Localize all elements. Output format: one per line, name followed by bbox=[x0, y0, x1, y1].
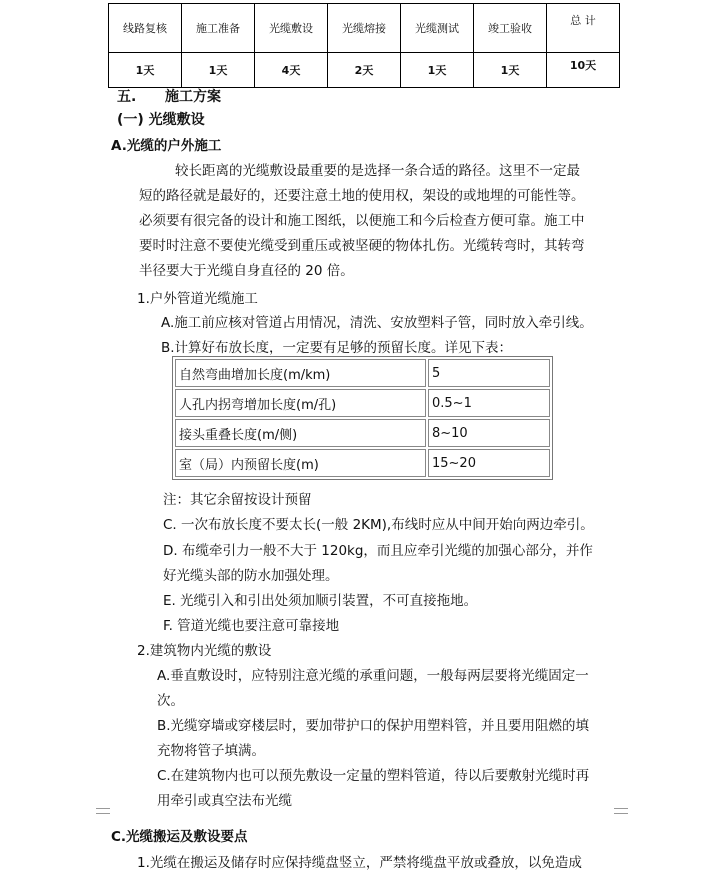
intro-line: 要时时注意不要使光缆受到重压或被坚硬的物体扎伤。光缆转弯时，其转弯 bbox=[139, 238, 585, 254]
reserve-length-table bbox=[172, 356, 553, 480]
subsection-2-item: 用牵引或真空法布光缆 bbox=[157, 793, 292, 809]
page-break-marker-left bbox=[96, 808, 110, 814]
section-a-heading: A.光缆的户外施工 bbox=[111, 138, 222, 154]
section-c-item: 1.光缆在搬运及储存时应保持缆盘竖立，严禁将缆盘平放或叠放，以免造成 bbox=[137, 855, 582, 871]
schedule-header: 竣工验收 bbox=[474, 4, 547, 53]
schedule-header: 光缆熔接 bbox=[328, 4, 401, 53]
intro-line: 短的路径就是最好的，还要注意土地的使用权，架设的或地埋的可能性等。 bbox=[139, 188, 585, 204]
subsection-1-item: 好光缆头部的防水加强处理。 bbox=[163, 568, 339, 584]
table-cell-item: 室（局）内预留长度(m) bbox=[175, 449, 426, 477]
table-cell-item: 自然弯曲增加长度(m/km) bbox=[175, 359, 426, 387]
schedule-header: 施工准备 bbox=[182, 4, 255, 53]
section-5-1-title: (一) 光缆敷设 bbox=[117, 112, 205, 128]
subsection-2-item: 充物将管子填满。 bbox=[157, 743, 265, 759]
table-cell-value: 5 bbox=[428, 359, 550, 387]
table-row bbox=[175, 359, 550, 387]
intro-line: 半径要大于光缆自身直径的 20 倍。 bbox=[139, 263, 354, 279]
subsection-2-item: C.在建筑物内也可以预先敷设一定量的塑料管道，待以后要敷射光缆时再 bbox=[157, 768, 590, 784]
schedule-header: 线路复核 bbox=[109, 4, 182, 53]
table-row bbox=[175, 449, 550, 477]
schedule-value: 1天 bbox=[401, 53, 474, 88]
schedule-value: 1天 bbox=[109, 53, 182, 88]
subsection-1-item: B.计算好布放长度，一定要有足够的预留长度。详见下表： bbox=[161, 340, 513, 356]
section-5-number: 五. bbox=[117, 89, 137, 105]
page-break-marker-right bbox=[614, 808, 628, 814]
schedule-value: 4天 bbox=[255, 53, 328, 88]
subsection-2-item: 次。 bbox=[157, 693, 184, 709]
subsection-1-item: A.施工前应核对管道占用情况，清洗、安放塑料子管，同时放入牵引线。 bbox=[161, 315, 593, 331]
schedule-value-total: 10天 bbox=[547, 53, 620, 88]
table-row bbox=[175, 419, 550, 447]
subsection-2-item: A.垂直敷设时，应特别注意光缆的承重问题，一般每两层要将光缆固定一 bbox=[157, 668, 589, 684]
section-5-title: 施工方案 bbox=[165, 89, 221, 105]
subsection-1-item: C. 一次布放长度不要太长(一般 2KM),布线时应从中间开始向两边牵引。 bbox=[163, 517, 594, 533]
subsection-2-heading: 2.建筑物内光缆的敷设 bbox=[137, 643, 272, 659]
table-cell-value: 0.5~1 bbox=[428, 389, 550, 417]
subsection-1-item: F. 管道光缆也要注意可靠接地 bbox=[163, 618, 340, 634]
schedule-value: 1天 bbox=[182, 53, 255, 88]
table-row bbox=[175, 389, 550, 417]
table-cell-value: 8~10 bbox=[428, 419, 550, 447]
schedule-value: 2天 bbox=[328, 53, 401, 88]
section-c-heading: C.光缆搬运及敷设要点 bbox=[111, 829, 248, 845]
schedule-header-total: 总 计 bbox=[547, 4, 620, 53]
schedule-header: 光缆敷设 bbox=[255, 4, 328, 53]
table-cell-value: 15~20 bbox=[428, 449, 550, 477]
intro-line: 必须要有很完备的设计和施工图纸，以便施工和今后检查方便可靠。施工中 bbox=[139, 213, 585, 229]
schedule-header: 光缆测试 bbox=[401, 4, 474, 53]
schedule-value: 1天 bbox=[474, 53, 547, 88]
subsection-1-item: D. 布缆牵引力一般不大于 120kg，而且应牵引光缆的加强心部分，并作 bbox=[163, 543, 593, 559]
table-note: 注：其它余留按设计预留 bbox=[163, 492, 312, 508]
subsection-1-item: E. 光缆引入和引出处须加顺引装置，不可直接拖地。 bbox=[163, 593, 478, 609]
intro-line: 较长距离的光缆敷设最重要的是选择一条合适的路径。这里不一定最 bbox=[175, 163, 580, 179]
table-cell-item: 人孔内拐弯增加长度(m/孔) bbox=[175, 389, 426, 417]
table-cell-item: 接头重叠长度(m/侧) bbox=[175, 419, 426, 447]
subsection-2-item: B.光缆穿墙或穿楼层时，要加带护口的保护用塑料管，并且要用阻燃的填 bbox=[157, 718, 590, 734]
subsection-1-heading: 1.户外管道光缆施工 bbox=[137, 291, 258, 307]
schedule-table bbox=[108, 3, 620, 88]
